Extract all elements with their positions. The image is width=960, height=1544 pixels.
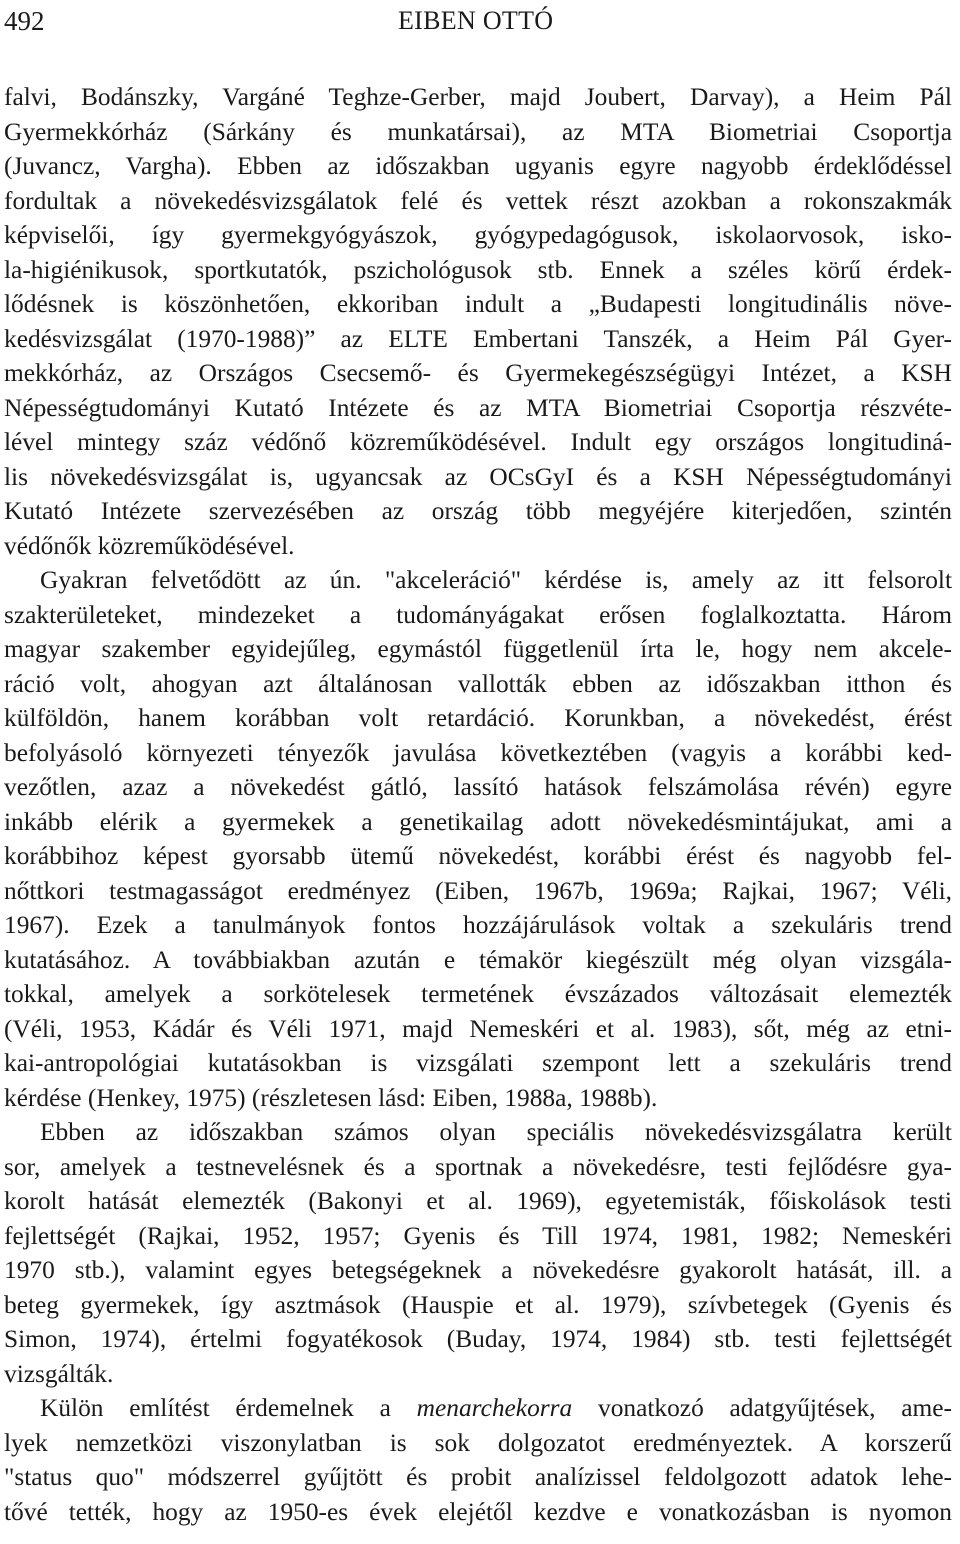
text-line: képviselői, így gyermekgyógyászok, gyógypedagógusok, iskolaorvosok, isko- bbox=[4, 221, 952, 249]
text-line: kai-antropológiai kutatásokban is vizsgálati szempont lett a szekuláris trend bbox=[4, 1049, 952, 1077]
text-run: vonatkozó adatgyűjtések, ame- bbox=[572, 1394, 952, 1422]
text-line: magyar szakember egyidejűleg, egymástól függetlenül írta le, hogy nem akcele- bbox=[4, 635, 952, 663]
text-line: (Juvancz, Vargha). Ebben az időszakban ugyanis egyre nagyobb érdeklődéssel bbox=[4, 152, 952, 180]
text-line: Gyakran felvetődött az ún. "akceleráció" kérdése is, amely az itt felsorolt bbox=[40, 566, 952, 594]
text-line: fordultak a növekedésvizsgálatok felé és vettek részt azokban a rokonszakmák bbox=[4, 186, 952, 215]
body-text bbox=[4, 80, 952, 1529]
text-line: beteg gyermekek, így asztmások (Hauspie et al. 1979), szívbetegek (Gyenis és bbox=[4, 1290, 952, 1319]
running-title: EIBEN OTTÓ bbox=[398, 6, 554, 35]
text-line: falvi, Bodánszky, Vargáné Teghze-Gerber, majd Joubert, Darvay), a Heim Pál bbox=[4, 83, 952, 111]
text-line bbox=[4, 1391, 952, 1426]
text-line: lével mintegy száz védőnő közreműködésével. Indult egy országos longitudiná- bbox=[4, 428, 952, 456]
text-line: 1967). Ezek a tanulmányok fontos hozzájárulások voltak a szekuláris trend bbox=[4, 911, 952, 939]
text-line: lődésnek is köszönhetően, ekkoriban indult a „Budapesti longitudinális növe- bbox=[4, 290, 952, 318]
text-line: (Véli, 1953, Kádár és Véli 1971, majd Nemeskéri et al. 1983), sőt, még az etni- bbox=[4, 1014, 952, 1043]
text-line: inkább elérik a gyermekek a genetikailag adott növekedésmintájukat, ami a bbox=[4, 807, 952, 836]
text-line: lis növekedésvizsgálat is, ugyancsak az OCsGyI és a KSH Népességtudományi bbox=[4, 462, 952, 491]
text-line: ráció volt, ahogyan azt általánosan vallották ebben az időszakban itthon és bbox=[4, 669, 952, 698]
text-line: befolyásoló környezeti tényezők javulása következtében (vagyis a korábbi ked- bbox=[4, 738, 952, 767]
text-line: vizsgálták. bbox=[4, 1359, 114, 1388]
text-line: fejlettségét (Rajkai, 1952, 1957; Gyenis és Till 1974, 1981, 1982; Nemeskéri bbox=[4, 1221, 952, 1250]
text-line: korolt hatását elemezték (Bakonyi et al. 1969), egyetemisták, főiskolások testi bbox=[4, 1187, 952, 1215]
text-line: kutatásához. A továbbiakban azután e témakör kiegészült még olyan vizsgála- bbox=[4, 945, 952, 974]
text-line: vezőtlen, azaz a növekedést gátló, lassító hatások felszámolása révén) egyre bbox=[4, 773, 952, 801]
text-line: korábbihoz képest gyorsabb ütemű növekedést, korábbi érést és nagyobb fel- bbox=[4, 842, 952, 870]
page-number: 492 bbox=[4, 6, 45, 36]
text-line: külföldön, hanem korábban volt retardáció. Korunkban, a növekedést, érést bbox=[4, 704, 952, 732]
text-line: védőnők közreműködésével. bbox=[4, 531, 295, 560]
text-line: Kutató Intézete szervezésében az ország több megyéjére kiterjedően, szintén bbox=[4, 497, 952, 525]
text-line: tokkal, amelyek a sorkötelesek termetének évszázados változásait elemezték bbox=[4, 980, 952, 1008]
text-line: nőttkori testmagasságot eredményez (Eiben, 1967b, 1969a; Rajkai, 1967; Véli, bbox=[4, 876, 952, 905]
text-run: Külön említést érdemelnek a bbox=[40, 1394, 417, 1422]
text-line: Népességtudományi Kutató Intézete és az MTA Biometriai Csoportja részvéte- bbox=[4, 393, 952, 422]
text-line: mekkórház, az Országos Csecsemő- és Gyermekegészségügyi Intézet, a KSH bbox=[4, 359, 952, 387]
text-line: Gyermekkórház (Sárkány és munkatársai), az MTA Biometriai Csoportja bbox=[4, 117, 952, 146]
text-line: kérdése (Henkey, 1975) (részletesen lásd: Eiben, 1988a, 1988b). bbox=[4, 1083, 658, 1112]
text-line: "status quo" módszerrel gyűjtött és probit analízissel feldolgozott adatok lehe- bbox=[4, 1463, 952, 1491]
text-line: tővé tették, hogy az 1950-es évek elejétől kezdve e vonatkozásban is nyomon bbox=[4, 1497, 952, 1526]
text-line: 1970 stb.), valamint egyes betegségeknek a növekedésre gyakorolt hatását, ill. a bbox=[4, 1256, 952, 1284]
text-line: la-higiénikusok, sportkutatók, pszichológusok stb. Ennek a széles körű érdek- bbox=[4, 255, 952, 284]
text-line: sor, amelyek a testnevelésnek és a sportnak a növekedésre, testi fejlődésre gya- bbox=[4, 1152, 952, 1181]
text-line: kedésvizsgálat (1970-1988)” az ELTE Embertani Tanszék, a Heim Pál Gyer- bbox=[4, 324, 952, 353]
italic-term: menarchekorra bbox=[416, 1394, 573, 1422]
text-line: lyek nemzetközi viszonylatban is sok dolgozatot eredményeztek. A korszerű bbox=[4, 1428, 952, 1457]
text-line: szakterületeket, mindezeket a tudományágakat erősen foglalkoztatta. Három bbox=[4, 600, 952, 629]
text-line: Simon, 1974), értelmi fogyatékosok (Buday, 1974, 1984) stb. testi fejlettségét bbox=[4, 1325, 952, 1353]
text-line: Ebben az időszakban számos olyan speciális növekedésvizsgálatra került bbox=[40, 1118, 952, 1146]
